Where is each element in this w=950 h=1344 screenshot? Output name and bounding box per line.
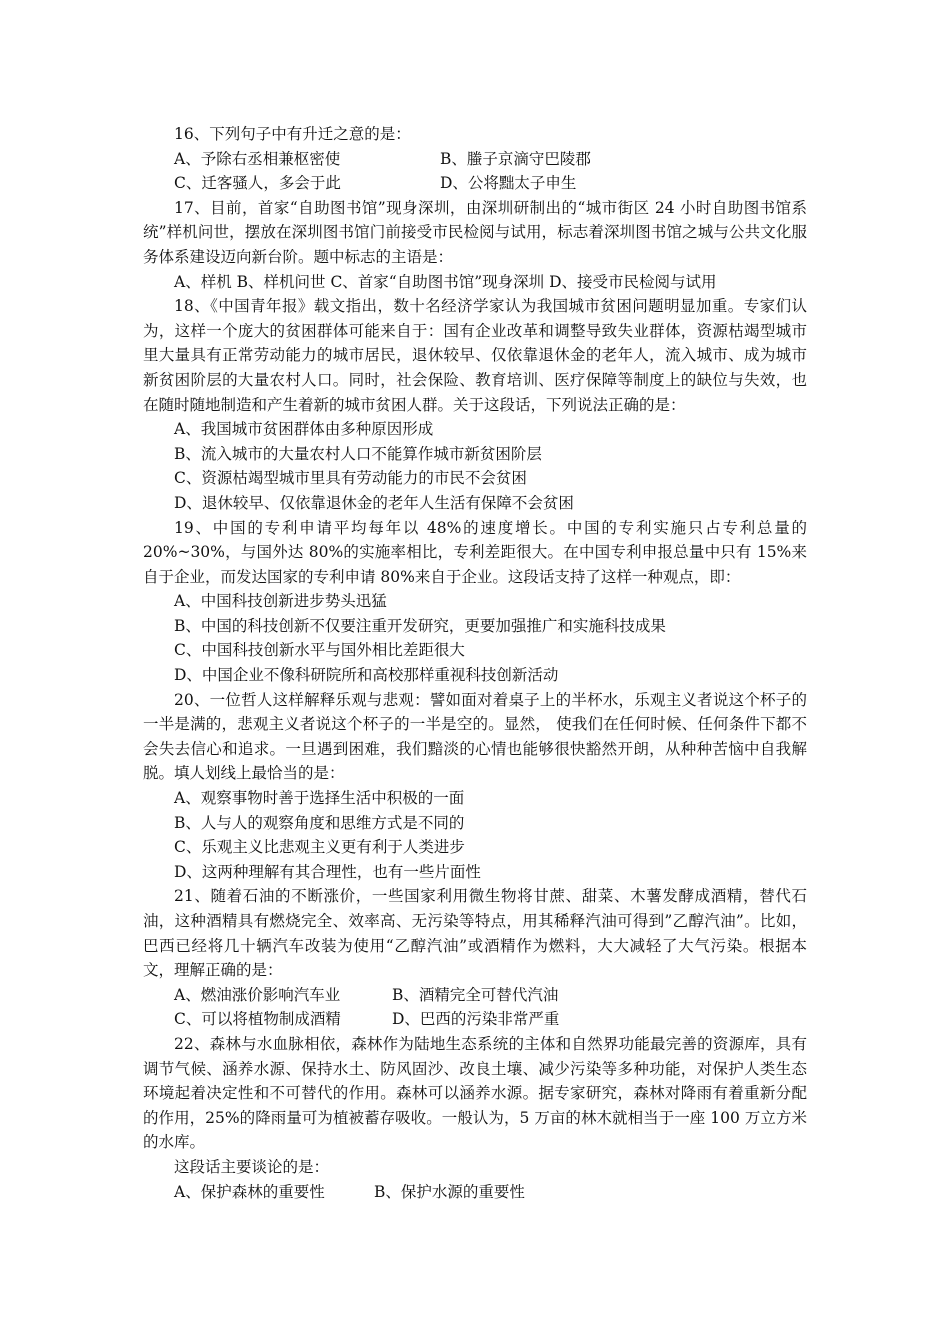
question-16-option-d: D、公将黜太子申生 [440, 174, 577, 193]
document-body [143, 122, 807, 1204]
question-17-stem: 17、目前，首家“自助图书馆”现身深圳，由深圳研制出的“城市街区 24 小时自助图书馆系统”样机问世，摆放在深圳图书馆门前接受市民检阅与试用，标志着深圳图书馆之城与公共文化服务体系建设迈向新台阶。题中标志的主语是： [143, 198, 807, 266]
question-20-option-a: A、观察事物时善于选择生活中积极的一面 [174, 789, 465, 808]
question-22-options-row-1 [143, 1180, 807, 1205]
question-21-option-d: D、巴西的污染非常严重 [392, 1010, 560, 1029]
question-16-option-b: B、螣子京滴守巴陵郡 [440, 149, 591, 168]
question-18-option-b: B、流入城市的大量农村人口不能算作城市新贫困阶层 [174, 444, 542, 463]
question-20-option-d: D、这两种理解有其合理性，也有一些片面性 [174, 862, 481, 881]
question-19-stem: 19、中国的专利申请平均每年以 48%的速度增长。中国的专利实施只占专利总量的 20%~30%，与国外达 80%的实施率相比，专利差距很大。在中国专利申报总量中只有 15%来自于企业，而发达国家的专利申请 80%来自于企业。这段话支持了这样一种观点，即： [143, 518, 807, 586]
question-18-stem: 18、《中国青年报》载文指出，数十名经济学家认为我国城市贫困问题明显加重。专家们认为，这样一个庞大的贫困群体可能来自于：国有企业改革和调整导致失业群体，资源枯竭型城市里大量具有正常劳动能力的城市居民，退休较早、仅依靠退休金的老年人，流入城市、成为城市新贫困阶层的大量农村人口。同时，社会保险、教育培训、医疗保障等制度上的缺位与失效，也在随时随地制造和产生着新的城市贫困人群。关于这段话，下列说法正确的是： [143, 297, 807, 414]
question-20-option-c: C、乐观主义比悲观主义更有利于人类进步 [174, 838, 465, 857]
question-21-option-c: C、可以将植物制成酒精 [174, 1010, 341, 1029]
question-17-options: A、样机 B、样机问世 C、首家“自助图书馆”现身深圳 D、接受市民检阅与试用 [174, 272, 717, 291]
question-16-option-a: A、予除右丞相兼枢密使 [174, 149, 341, 168]
question-16-stem: 16、下列句子中有升迁之意的是： [174, 125, 411, 143]
question-20-stem: 20、一位哲人这样解释乐观与悲观：譬如面对着桌子上的半杯水，乐观主义者说这个杯子的一半是满的，悲观主义者说这个杯子的一半是空的。显然， 使我们在任何时候、任何条件下都不会失去信心和追求。一旦遇到困难，我们黯淡的心情也能够很快豁然开朗，从种种苦恼中自我解脱。填人划线上最恰当的是： [143, 690, 807, 783]
question-22-ask: 这段话主要谈论的是： [174, 1157, 330, 1176]
question-18-option-d: D、退休较早、仅依靠退休金的老年人生活有保障不会贫困 [174, 493, 574, 512]
question-18-option-a: A、我国城市贫困群体由多种原因形成 [174, 420, 434, 439]
question-21-options-row-2 [143, 1007, 807, 1032]
question-16-options-row-2 [143, 171, 807, 196]
question-19-option-c: C、中国科技创新水平与国外相比差距很大 [174, 641, 465, 660]
question-19-option-a: A、中国科技创新进步势头迅猛 [174, 592, 387, 611]
question-20-option-b: B、人与人的观察角度和思维方式是不同的 [174, 813, 465, 832]
question-16-option-c: C、迁客骚人，多会于此 [174, 174, 341, 193]
question-16-options-row-1 [143, 147, 807, 172]
question-21-option-a: A、燃油涨价影响汽车业 [174, 985, 341, 1004]
question-19-option-d: D、中国企业不像科研院所和高校那样重视科技创新活动 [174, 666, 559, 685]
question-18-option-c: C、资源枯竭型城市里具有劳动能力的市民不会贫困 [174, 469, 527, 488]
question-22-option-b: B、保护水源的重要性 [374, 1182, 525, 1201]
question-22-stem: 22、森林与水血脉相依，森林作为陆地生态系统的主体和自然界功能最完善的资源库，具有调节气候、涵养水源、保持水土、防风固沙、改良土壤、减少污染等多种功能，对保护人类生态环境起着决定性和不可替代的作用。森林可以涵养水源。据专家研究，森林对降雨有着重新分配的作用，25%的降雨量可为植被蓄存吸收。一般认为，5 万亩的林木就相当于一座 100 万立方米的水库。 [143, 1034, 807, 1152]
question-21-options-row-1 [143, 983, 807, 1008]
question-21-stem: 21、随着石油的不断涨价，一些国家利用微生物将甘蔗、甜菜、木薯发酵成酒精，替代石油，这种酒精具有燃烧完全、效率高、无污染等特点，用其稀释汽油可得到”乙醇汽油”。比如，巴西已经将几十辆汽车改装为使用“乙醇汽油”或酒精作为燃料，大大减轻了大气污染。根据本文，理解正确的是： [143, 887, 807, 980]
question-19-option-b: B、中国的科技创新不仅要注重开发研究，更要加强推广和实施科技成果 [174, 616, 666, 635]
question-21-option-b: B、酒精完全可替代汽油 [392, 985, 559, 1004]
question-22-option-a: A、保护森林的重要性 [174, 1182, 325, 1201]
